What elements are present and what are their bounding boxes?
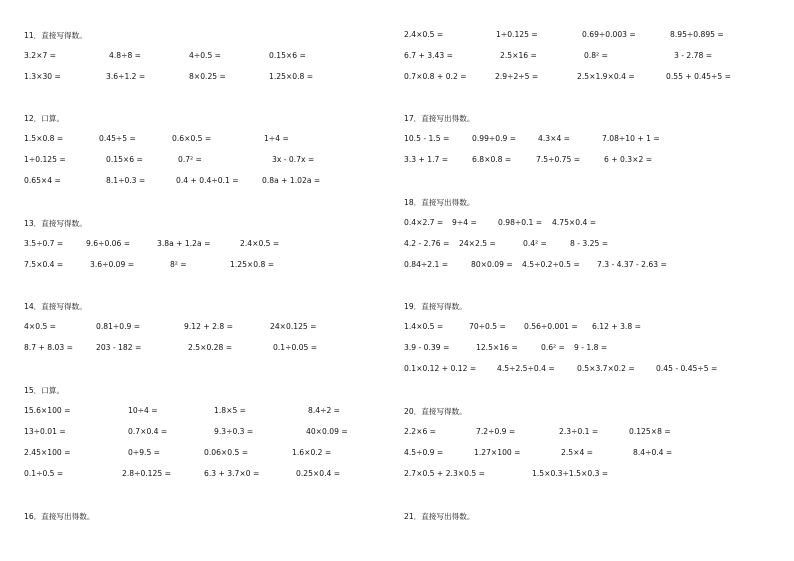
expression: 4.2 - 2.76 = xyxy=(404,239,450,248)
expression: 1÷0.125 = xyxy=(24,155,66,164)
problem-heading-20: 20．直接写得数。 xyxy=(404,407,467,416)
problem-heading-11: 11．直接写得数。 xyxy=(24,31,87,40)
expression: 9÷4 = xyxy=(452,218,477,227)
expression: 0.4² = xyxy=(523,239,547,248)
expression: 2.5×4 = xyxy=(561,448,594,457)
expression: 6.8×0.8 = xyxy=(472,155,512,164)
expression: 3.3 + 1.7 = xyxy=(404,155,449,164)
expression: 8×0.25 = xyxy=(189,72,226,81)
expression: 4×0.5 = xyxy=(24,322,57,331)
expression: 1.25×0.8 = xyxy=(269,72,314,81)
expression: 0.1÷0.5 = xyxy=(24,469,64,478)
expression-row xyxy=(24,176,404,186)
expression: 70÷0.5 = xyxy=(469,322,506,331)
expression-row xyxy=(24,72,404,82)
expression: 3x - 0.7x = xyxy=(272,155,315,164)
expression: 1÷0.125 = xyxy=(496,30,538,39)
expression: 2.5×16 = xyxy=(500,51,537,60)
expression: 4.5÷0.9 = xyxy=(404,448,444,457)
expression: 3.6÷1.2 = xyxy=(106,72,146,81)
expression: 80×0.09 = xyxy=(471,260,513,269)
expression-row xyxy=(404,239,784,249)
expression-row xyxy=(24,343,404,353)
right-column xyxy=(396,0,776,561)
expression: 9.12 + 2.8 = xyxy=(184,322,233,331)
expression: 1.25×0.8 = xyxy=(230,260,275,269)
problem-heading-17: 17．直接写出得数。 xyxy=(404,114,475,123)
expression: 7.5÷0.75 = xyxy=(536,155,581,164)
expression: 0.81÷0.9 = xyxy=(96,322,141,331)
expression: 1÷4 = xyxy=(264,134,289,143)
expression: 0.4 + 0.4÷0.1 = xyxy=(176,176,239,185)
expression-row xyxy=(24,448,404,458)
expression: 0.15×6 = xyxy=(106,155,143,164)
expression: 15.6×100 = xyxy=(24,406,71,415)
expression: 0.84÷2.1 = xyxy=(404,260,449,269)
expression: 1.4×0.5 = xyxy=(404,322,444,331)
expression-row xyxy=(404,155,784,165)
expression: 9.6÷0.06 = xyxy=(86,239,131,248)
expression: 6.12 + 3.8 = xyxy=(592,322,641,331)
expression: 6 + 0.3×2 = xyxy=(604,155,653,164)
expression: 4.5÷2.5÷0.4 = xyxy=(497,364,555,373)
expression-row xyxy=(404,134,784,144)
expression: 24×2.5 = xyxy=(459,239,496,248)
expression-row xyxy=(24,134,404,144)
expression: 9 - 1.8 = xyxy=(574,343,608,352)
problem-heading-21: 21．直接写出得数。 xyxy=(404,512,475,521)
expression: 3 - 2.78 = xyxy=(674,51,713,60)
expression: 0.65×4 = xyxy=(24,176,61,185)
problem-heading-13: 13．直接写得数。 xyxy=(24,219,87,228)
expression: 2.2×6 = xyxy=(404,427,437,436)
expression: 2.5×0.28 = xyxy=(188,343,233,352)
expression: 2.5×1.9×0.4 = xyxy=(577,72,635,81)
expression: 4.5÷0.2÷0.5 = xyxy=(522,260,580,269)
expression: 3.9 - 0.39 = xyxy=(404,343,450,352)
expression: 0.45÷5 = xyxy=(99,134,136,143)
expression: 10÷4 = xyxy=(128,406,158,415)
expression-row xyxy=(404,427,784,437)
expression: 8 - 3.25 = xyxy=(570,239,609,248)
expression: 0.6² = xyxy=(541,343,565,352)
expression: 2.3÷0.1 = xyxy=(559,427,599,436)
expression: 8.4÷0.4 = xyxy=(633,448,673,457)
expression: 1.8×5 = xyxy=(214,406,247,415)
expression-row xyxy=(404,30,784,40)
expression: 2.7×0.5 + 2.3×0.5 = xyxy=(404,469,485,478)
expression-row xyxy=(24,239,404,249)
expression: 0.8² = xyxy=(584,51,608,60)
expression-row xyxy=(404,51,784,61)
expression-row xyxy=(404,260,784,270)
expression-row xyxy=(404,218,784,228)
expression: 3.6÷0.09 = xyxy=(90,260,135,269)
expression: 1.27×100 = xyxy=(474,448,521,457)
left-column xyxy=(0,0,380,561)
expression: 0.7² = xyxy=(178,155,202,164)
expression: 3.2×7 = xyxy=(24,51,57,60)
expression: 7.08÷10 + 1 = xyxy=(602,134,660,143)
expression: 8.7 + 8.03 = xyxy=(24,343,73,352)
expression: 0.7×0.8 + 0.2 = xyxy=(404,72,467,81)
expression: 0.125×8 = xyxy=(629,427,671,436)
expression: 3.5÷0.7 = xyxy=(24,239,64,248)
expression-row xyxy=(24,427,404,437)
problem-heading-14: 14．直接写得数。 xyxy=(24,302,87,311)
expression: 6.3 + 3.7×0 = xyxy=(204,469,260,478)
expression-row xyxy=(404,469,784,479)
expression: 12.5×16 = xyxy=(476,343,518,352)
expression: 13÷0.01 = xyxy=(24,427,66,436)
expression: 1.3×30 = xyxy=(24,72,61,81)
expression-row xyxy=(404,448,784,458)
expression: 0.06×0.5 = xyxy=(204,448,249,457)
expression-row xyxy=(24,406,404,416)
expression: 2.9÷2÷5 = xyxy=(495,72,539,81)
expression: 8.4÷2 = xyxy=(308,406,341,415)
expression: 0.5×3.7×0.2 = xyxy=(577,364,635,373)
expression: 9.3÷0.3 = xyxy=(214,427,254,436)
expression: 0.56÷0.001 = xyxy=(524,322,578,331)
problem-heading-12: 12．口算。 xyxy=(24,114,65,123)
expression: 0.69÷0.003 = xyxy=(582,30,636,39)
expression: 8.1÷0.3 = xyxy=(106,176,146,185)
expression-row xyxy=(24,155,404,165)
expression: 7.2÷0.9 = xyxy=(476,427,516,436)
expression: 6.7 + 3.43 = xyxy=(404,51,453,60)
problem-heading-16: 16．直接写出得数。 xyxy=(24,512,95,521)
expression: 0.6×0.5 = xyxy=(172,134,212,143)
expression-row xyxy=(404,364,784,374)
expression: 0.55 + 0.45÷5 = xyxy=(666,72,731,81)
expression: 24×0.125 = xyxy=(270,322,317,331)
expression: 1.5×0.3÷1.5×0.3 = xyxy=(532,469,609,478)
expression: 4.75×0.4 = xyxy=(552,218,597,227)
expression: 2.4×0.5 = xyxy=(404,30,444,39)
expression-row xyxy=(24,51,404,61)
expression: 0.8a + 1.02a = xyxy=(262,176,321,185)
expression: 3.8a + 1.2a = xyxy=(157,239,211,248)
expression: 203 - 182 = xyxy=(96,343,142,352)
expression: 4÷0.5 = xyxy=(189,51,222,60)
expression-row xyxy=(404,72,784,82)
expression: 7.5×0.4 = xyxy=(24,260,64,269)
expression: 0.45 - 0.45÷5 = xyxy=(656,364,718,373)
expression: 8² = xyxy=(170,260,187,269)
expression: 1.5×0.8 = xyxy=(24,134,64,143)
expression: 0.99÷0.9 = xyxy=(472,134,517,143)
problem-heading-19: 19．直接写得数。 xyxy=(404,302,467,311)
expression: 2.8÷0.125 = xyxy=(122,469,171,478)
expression: 10.5 - 1.5 = xyxy=(404,134,450,143)
expression: 0.1÷0.05 = xyxy=(273,343,318,352)
expression: 8.95÷0.895 = xyxy=(670,30,724,39)
expression: 0.25×0.4 = xyxy=(296,469,341,478)
problem-heading-18: 18．直接写出得数。 xyxy=(404,198,475,207)
expression: 0.1×0.12 + 0.12 = xyxy=(404,364,477,373)
expression-row xyxy=(24,260,404,270)
expression: 40×0.09 = xyxy=(306,427,348,436)
expression: 7.3 - 4.37 - 2.63 = xyxy=(597,260,667,269)
expression: 4.3×4 = xyxy=(538,134,571,143)
expression: 0.15×6 = xyxy=(269,51,306,60)
expression: 1.6×0.2 = xyxy=(292,448,332,457)
expression: 2.45×100 = xyxy=(24,448,71,457)
expression: 2.4×0.5 = xyxy=(240,239,280,248)
expression-row xyxy=(404,343,784,353)
expression: 0.7×0.4 = xyxy=(128,427,168,436)
expression-row xyxy=(404,322,784,332)
expression: 4.8÷8 = xyxy=(109,51,142,60)
expression: 0÷9.5 = xyxy=(128,448,161,457)
expression-row xyxy=(24,469,404,479)
problem-heading-15: 15．口算。 xyxy=(24,386,65,395)
expression-row xyxy=(24,322,404,332)
expression: 0.98÷0.1 = xyxy=(498,218,543,227)
expression: 0.4×2.7 = xyxy=(404,218,444,227)
